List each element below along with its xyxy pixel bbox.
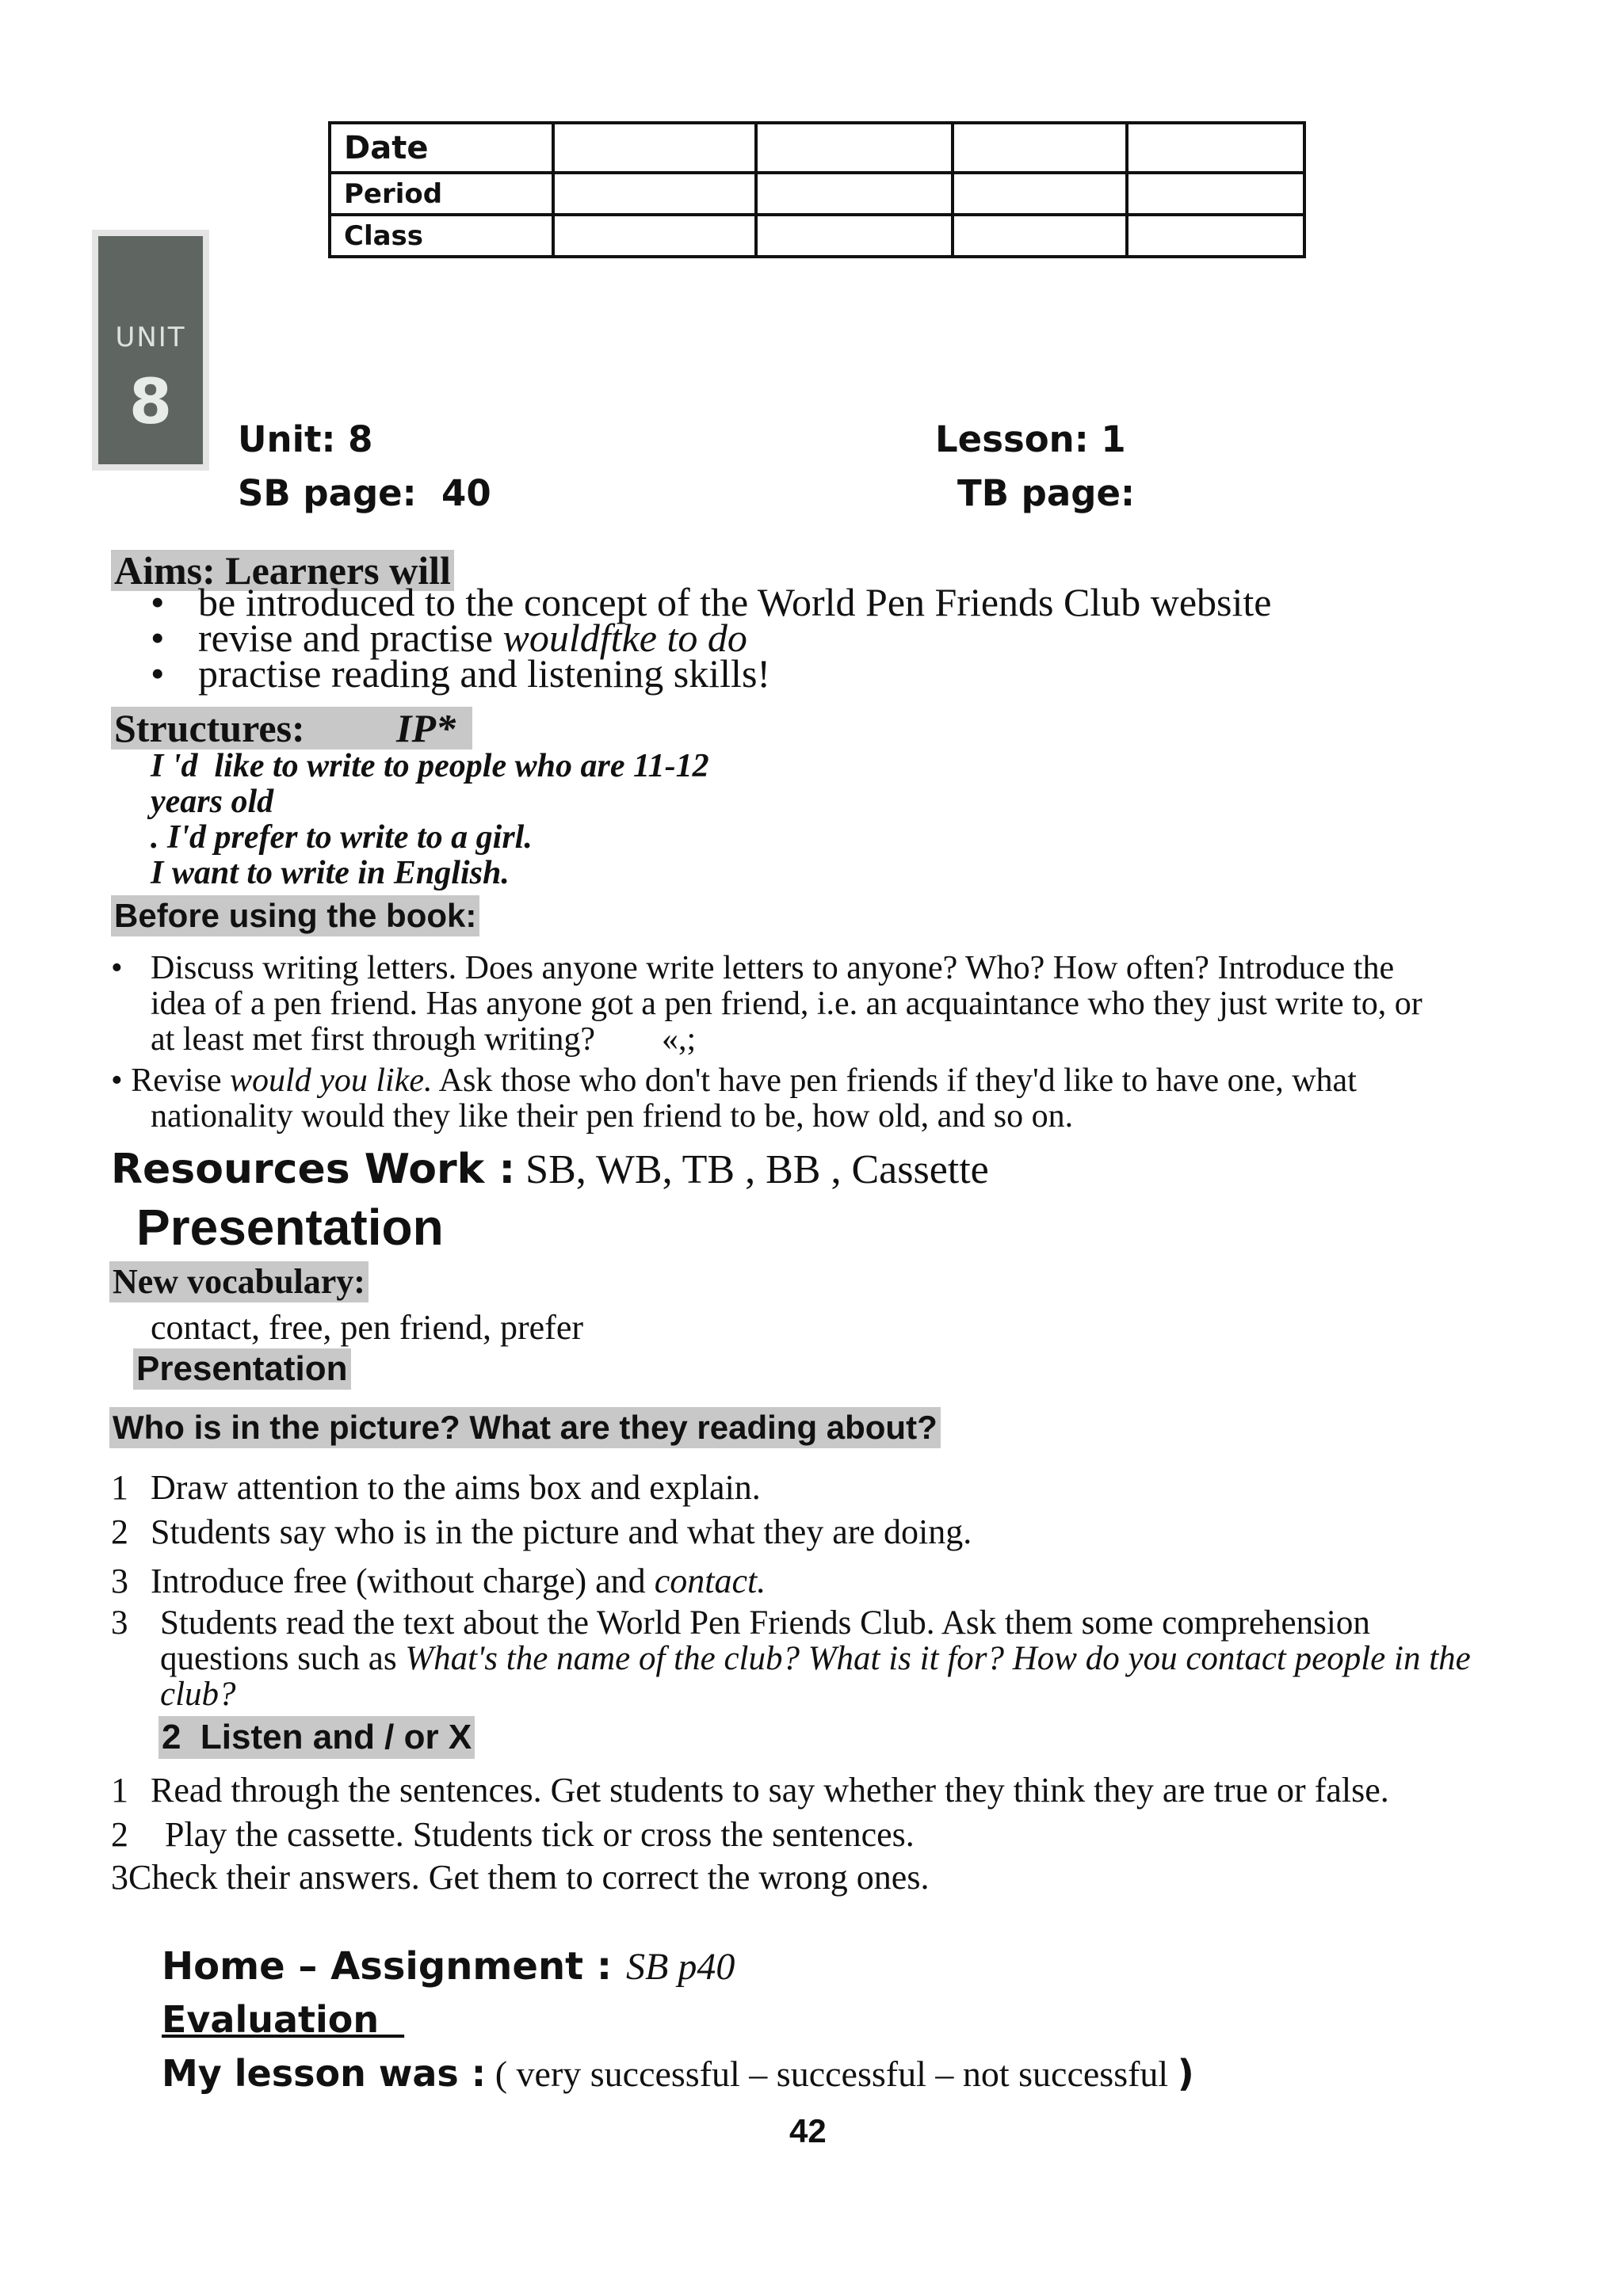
structures-lines	[151, 749, 709, 891]
paragraph-line: Discuss writing letters. Does anyone write letters to anyone? Who? How often? Introduce the	[151, 950, 1395, 986]
step-number: 3	[111, 1858, 128, 1897]
table-row	[330, 123, 1304, 173]
table-row	[330, 215, 1304, 257]
step-number: 3	[111, 1604, 128, 1642]
table-cell[interactable]	[553, 123, 756, 173]
presentation-title: Presentation	[136, 1199, 444, 1256]
paragraph-line: idea of a pen friend. Has anyone got a pen friend, i.e. an acquaintance who they just write to, or	[151, 986, 1423, 1022]
resources-line	[111, 1146, 989, 1193]
table-cell[interactable]	[756, 123, 953, 173]
structure-line: I 'd like to write to people who are 11-12	[151, 748, 709, 784]
step-3a	[111, 1561, 766, 1601]
lesson-was-label: My lesson was :	[162, 2052, 487, 2095]
lesson-label: Lesson: 1	[935, 418, 1126, 460]
aim-text: be introduced to the concept of the World Pen Friends Club website	[198, 580, 1272, 624]
structure-line: years old	[151, 784, 274, 820]
table-cell[interactable]	[1127, 173, 1304, 215]
listen-step-2	[111, 1814, 915, 1855]
step-3b	[111, 1605, 1471, 1712]
picture-question: Who is in the picture? What are they reading about?	[109, 1407, 941, 1448]
home-assignment	[162, 1944, 735, 1989]
listen-heading: 2 Listen and / or X	[158, 1716, 475, 1759]
listen-step-3	[111, 1857, 929, 1897]
paragraph-line: at least met first through writing? «,;	[151, 1021, 697, 1058]
step-number: 2	[111, 1815, 128, 1854]
before-book-bullet-2	[111, 1063, 1357, 1135]
table-cell[interactable]	[756, 173, 953, 215]
step-number: 1	[111, 1468, 128, 1507]
step-number: 1	[111, 1771, 128, 1810]
period-label: Period	[330, 173, 553, 215]
step-text: Draw attention to the aims box and explain.	[151, 1468, 761, 1507]
lesson-was-line	[162, 2052, 1194, 2095]
step-number: 2	[111, 1512, 128, 1551]
resources-label: Resources Work :	[111, 1146, 516, 1193]
table-cell[interactable]	[953, 215, 1127, 257]
presentation-subheading: Presentation	[133, 1348, 351, 1390]
table-cell[interactable]	[756, 215, 953, 257]
italic-span: would you like.	[230, 1062, 433, 1099]
aims-list	[151, 580, 1272, 696]
new-vocabulary-heading: New vocabulary:	[109, 1261, 369, 1302]
paragraph-line: Students read the text about the World Pen Friends Club. Ask them some comprehension	[160, 1604, 1370, 1642]
italic-span: What's the name of the club? What is it for? How do you contact people in the	[405, 1640, 1471, 1677]
home-assignment-label: Home – Assignment :	[162, 1944, 613, 1989]
structures-label: Structures:	[114, 706, 305, 750]
step-1	[111, 1467, 761, 1508]
class-label: Class	[330, 215, 553, 257]
table-row	[330, 173, 1304, 215]
step-text: Students say who is in the picture and what they are doing.	[151, 1512, 972, 1551]
aims-heading: Aims: Learners will	[111, 550, 454, 591]
italic-span: club?	[160, 1676, 236, 1713]
step-text: Check their answers. Get them to correct the wrong ones.	[128, 1858, 930, 1897]
step-2	[111, 1512, 972, 1552]
aim-italic: wouldftke to do	[502, 616, 747, 660]
step-italic: contact.	[654, 1562, 766, 1600]
step-text: Introduce free (without charge) and	[151, 1562, 655, 1600]
step-text: Read through the sentences. Get students to say whether they think they are true or false.	[151, 1771, 1389, 1810]
table-cell[interactable]	[553, 173, 756, 215]
lesson-was-close: )	[1177, 2052, 1194, 2095]
list-item	[151, 651, 1272, 696]
unit-badge-word: UNIT	[115, 322, 186, 353]
table-cell[interactable]	[953, 173, 1127, 215]
table-cell[interactable]	[953, 123, 1127, 173]
unit-badge-panel	[98, 236, 203, 464]
text-span: Ask those who don't have pen friends if they'd like to have one, what	[432, 1062, 1357, 1099]
before-book-bullet-1	[111, 951, 1423, 1058]
before-book-heading: Before using the book:	[111, 895, 479, 936]
bullet-icon: •	[111, 950, 123, 986]
home-assignment-value: SB p40	[626, 1946, 735, 1988]
paragraph-line	[160, 1676, 1471, 1712]
structures-heading	[111, 707, 472, 749]
paragraph-line: nationality would they like their pen friend to be, how old, and so on.	[151, 1098, 1074, 1135]
paragraph-line	[160, 1641, 1471, 1676]
page-number: 42	[789, 2112, 827, 2149]
sb-page-label: SB page: 40	[238, 472, 491, 514]
unit-badge-number: 8	[128, 367, 173, 438]
text-span: Revise	[131, 1062, 231, 1099]
unit-label: Unit: 8	[238, 418, 373, 460]
listen-step-1	[111, 1770, 1389, 1810]
step-number: 3	[111, 1562, 128, 1600]
unit-badge	[92, 230, 209, 471]
date-label: Date	[330, 123, 553, 173]
table-cell[interactable]	[1127, 123, 1304, 173]
structures-tag: IP*	[396, 706, 456, 750]
step-text: Play the cassette. Students tick or cross the sentences.	[165, 1815, 915, 1854]
resources-value: SB, WB, TB , BB , Cassette	[515, 1147, 989, 1192]
structure-line: . I'd prefer to write to a girl.	[151, 819, 533, 856]
table-cell[interactable]	[553, 215, 756, 257]
paragraph-line: • Revise would you like. Ask those who don't have pen friends if they'd like to have one, what	[111, 1062, 1357, 1099]
lesson-was-value: ( very successful – successful – not successful	[486, 2054, 1178, 2094]
structure-line: I want to write in English.	[151, 855, 510, 891]
aim-text: practise reading and listening skills!	[198, 651, 771, 696]
evaluation-heading: Evaluation	[162, 1998, 405, 2041]
text-span: questions such as	[160, 1640, 406, 1677]
vocabulary-words: contact, free, pen friend, prefer	[151, 1308, 584, 1347]
table-cell[interactable]	[1127, 215, 1304, 257]
lesson-info-table	[328, 121, 1306, 258]
aim-text: revise and practise	[198, 616, 503, 660]
tb-page-label: TB page:	[957, 472, 1135, 514]
